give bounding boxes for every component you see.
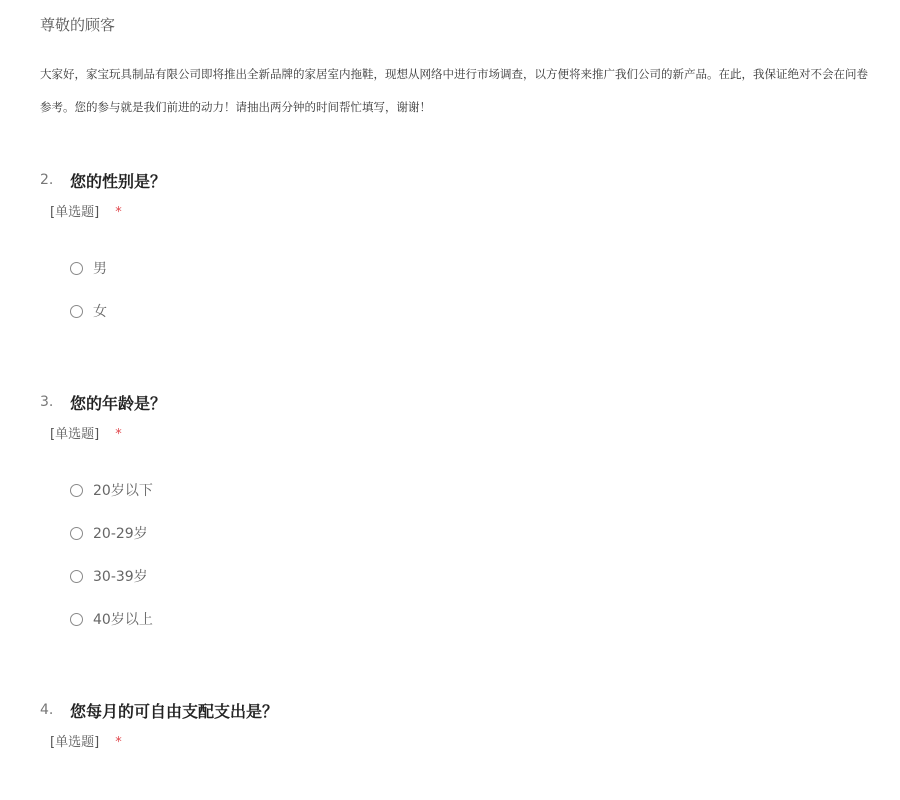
intro-text	[40, 58, 900, 124]
question-age	[40, 390, 880, 655]
option-female[interactable]	[70, 304, 880, 347]
question-text: 您每月的可自由支配支出是？	[70, 701, 279, 721]
options-list	[70, 261, 880, 347]
greeting-heading: 尊敬的顾客	[40, 16, 116, 34]
option-20-29[interactable]	[70, 526, 880, 569]
option-label: 20岁以下	[93, 483, 153, 499]
option-label: 女	[93, 304, 107, 320]
question-type-label: [单选题]	[50, 427, 100, 442]
question-number: 3.	[40, 394, 54, 410]
option-30-39[interactable]	[70, 569, 880, 612]
radio-unchecked-icon[interactable]	[70, 484, 83, 497]
radio-unchecked-icon[interactable]	[70, 527, 83, 540]
radio-unchecked-icon[interactable]	[70, 305, 83, 318]
required-marker: *	[115, 735, 122, 750]
required-marker: *	[115, 427, 122, 442]
question-type	[50, 201, 880, 221]
question-type-label: [单选题]	[50, 205, 100, 220]
option-40-plus[interactable]	[70, 612, 880, 655]
question-number: 2.	[40, 172, 54, 188]
option-label: 40岁以上	[93, 612, 153, 628]
question-text: 您的年龄是？	[70, 393, 167, 413]
question-title	[40, 168, 880, 192]
question-type	[50, 423, 880, 443]
question-number: 4.	[40, 702, 54, 718]
required-marker: *	[115, 205, 122, 220]
option-label: 30-39岁	[93, 569, 148, 585]
question-text: 您的性别是？	[70, 171, 167, 191]
question-spending	[40, 698, 880, 751]
radio-unchecked-icon[interactable]	[70, 262, 83, 275]
intro-line: 参考。您的参与就是我们前进的动力！请抽出两分钟的时间帮忙填写，谢谢！	[40, 100, 431, 114]
option-male[interactable]	[70, 261, 880, 304]
question-gender	[40, 168, 880, 347]
radio-unchecked-icon[interactable]	[70, 570, 83, 583]
intro-line: 大家好，家宝玩具制品有限公司即将推出全新品牌的家居室内拖鞋，现想从网络中进行市场调查，以方便将来推广我们公司的新产品。在此，我保证绝对不会在问卷	[40, 67, 868, 81]
question-type-label: [单选题]	[50, 735, 100, 750]
radio-unchecked-icon[interactable]	[70, 613, 83, 626]
question-type	[50, 731, 880, 751]
question-title	[40, 698, 880, 722]
question-title	[40, 390, 880, 414]
option-label: 20-29岁	[93, 526, 148, 542]
option-label: 男	[93, 261, 107, 277]
option-under-20[interactable]	[70, 483, 880, 526]
options-list	[70, 483, 880, 655]
